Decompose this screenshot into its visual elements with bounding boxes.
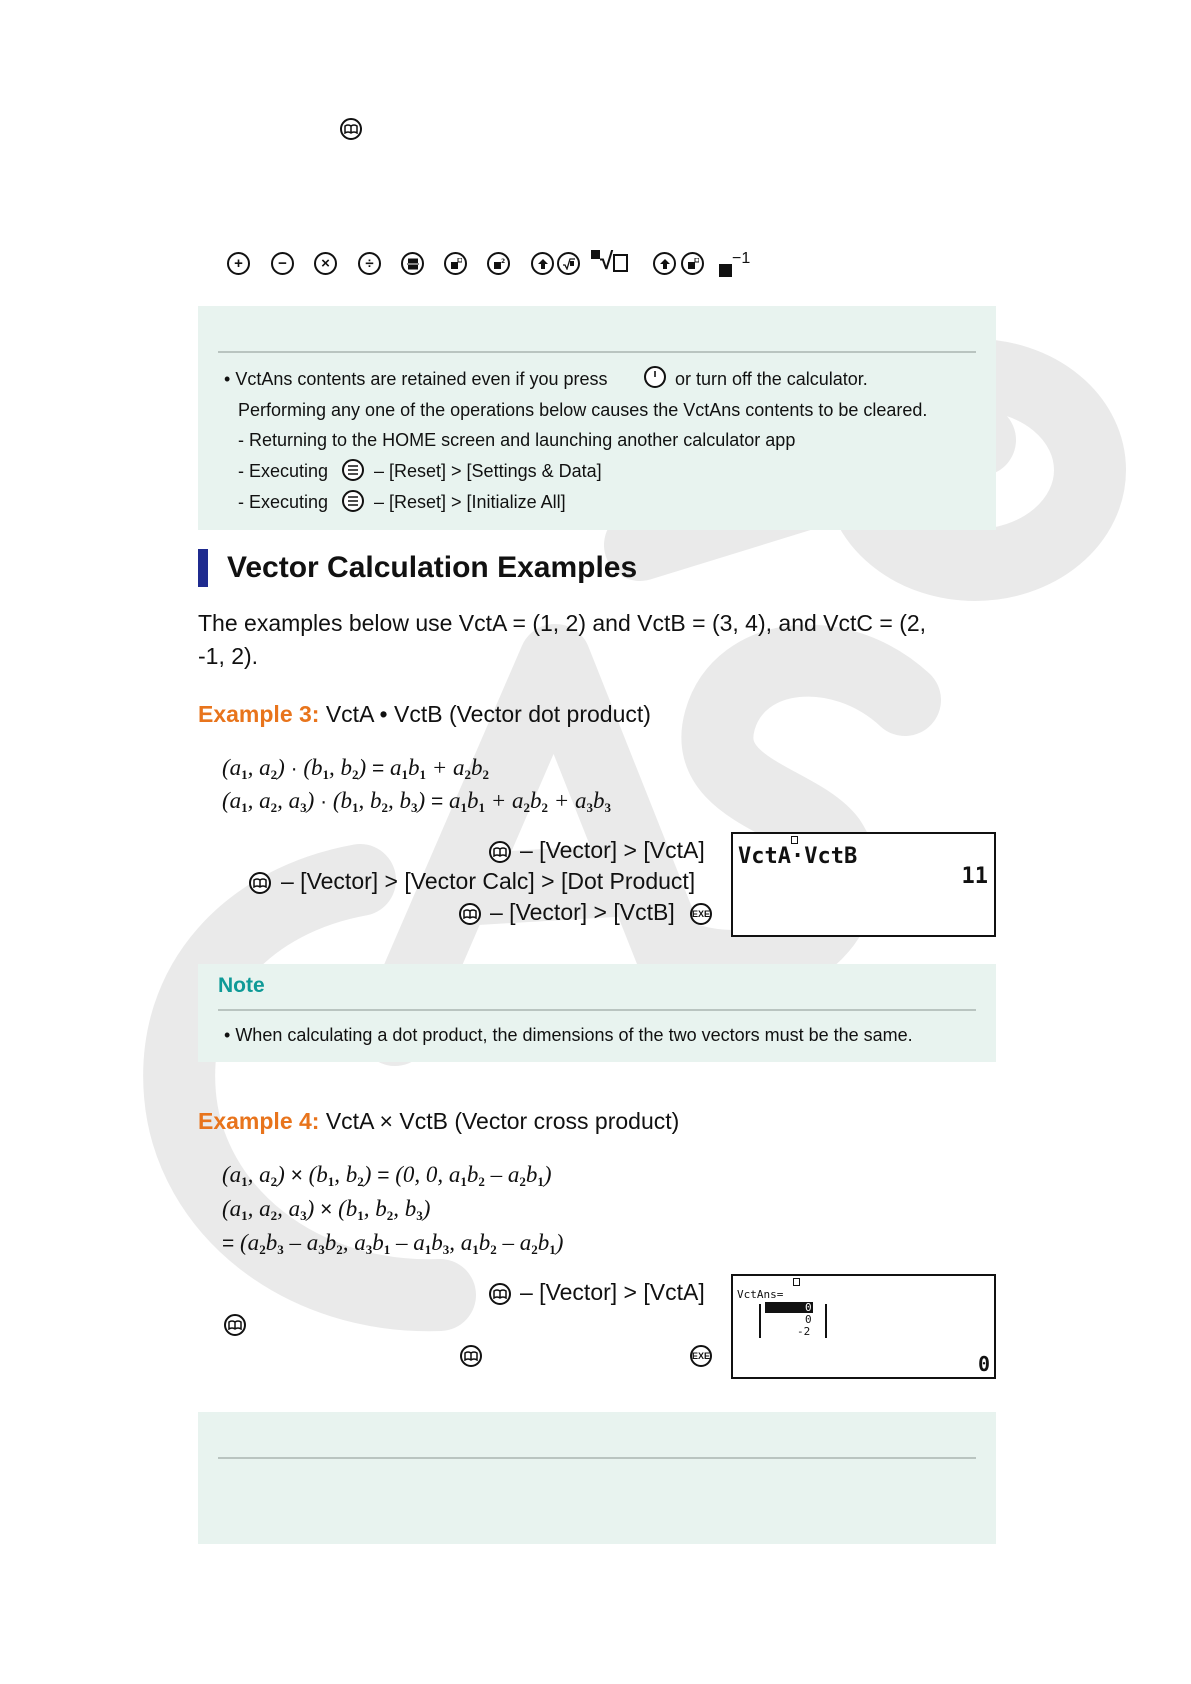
catalog-book-icon [460, 1345, 482, 1367]
dot-product-formula-3d: ($a_1$, $a_2$, $a_3) \cdot (b_1$, $b_2$, $b_3) = a_1b_1 + a_2b_2 + a_3b_3$ [222, 788, 612, 815]
intro-line-1: The examples below use VctA = (1, 2) and VctB = (3, 4), and VctC = (2, [198, 610, 927, 636]
vector-value-2: 0 [805, 1313, 812, 1326]
catalog-book-icon [459, 903, 481, 925]
cross-product-formula-3d: ($a_1$, $a_2$, $a_3) \times (b_1$, $b_2$, $b_3$) [222, 1196, 431, 1223]
example-4-label: Example 4: [198, 1108, 320, 1134]
catalog-book-icon [489, 1283, 511, 1305]
catalog-book-icon [340, 118, 362, 140]
section-title: Vector Calculation Examples [198, 549, 637, 587]
note-line-4a: - Executing [238, 461, 329, 481]
exe-key-icon: EXE [690, 1345, 712, 1367]
note-2-text: • When calculating a dot product, the dimensions of the two vectors must be the same. [224, 1025, 913, 1045]
screen-result: 0 [977, 1352, 990, 1376]
catalog-book-icon [489, 841, 511, 863]
note-line-5a: - Executing [238, 492, 329, 512]
exe-key-icon: EXE [690, 903, 712, 925]
power-key-icon-2 [681, 252, 704, 275]
power-key-icon [444, 252, 467, 275]
note-line-3: - Returning to the HOME screen and launching another calculator app [238, 430, 796, 450]
ex3-op-line-3: – [Vector] > [VctB] [490, 899, 675, 925]
vector-value-1: 0 [805, 1301, 812, 1314]
ex4-op-line-1: – [Vector] > [VctA] [520, 1279, 705, 1305]
vector-value-3: -2 [797, 1325, 811, 1338]
example-3-heading [198, 697, 651, 731]
multiply-key-icon: × [314, 252, 337, 275]
note-line-1b: or turn off the calculator. [675, 369, 868, 389]
note-line-2: Performing any one of the operations below causes the VctAns contents to be cleared. [238, 400, 928, 420]
info-note-box [198, 306, 996, 530]
ex3-op-line-2: – [Vector] > [Vector Calc] > [Dot Product] [281, 868, 696, 894]
screen-result: 11 [961, 864, 988, 889]
intro-line-2: -1, 2). [198, 643, 259, 669]
screen-expression: VctA·VctB [738, 844, 858, 869]
calculator-screen-ex4 [731, 1274, 996, 1379]
shift-key-icon-2 [653, 252, 676, 275]
fraction-key-icon [401, 252, 424, 275]
divider [218, 1457, 976, 1459]
example-4-title: VctA × VctB (Vector cross product) [325, 1108, 680, 1134]
plus-key-icon: + [227, 252, 250, 275]
example-3-label: Example 3: [198, 701, 320, 727]
note-box [198, 964, 996, 1062]
menu-key-icon [342, 459, 364, 481]
square-key-icon [487, 252, 510, 275]
screen-header: VctAns= [737, 1288, 784, 1301]
power-button-icon [644, 366, 666, 388]
example-4-heading [198, 1104, 679, 1138]
menu-key-icon-2 [342, 490, 364, 512]
svg-text:2: 2 [500, 257, 505, 265]
ex3-op-line-1: – [Vector] > [VctA] [520, 837, 705, 863]
divide-key-icon: ÷ [358, 252, 381, 275]
shift-key-icon [531, 252, 554, 275]
example-3-title: VctA • VctB (Vector dot product) [325, 701, 651, 727]
note-line-1: • VctAns contents are retained even if you press [224, 369, 608, 389]
inverse-symbol: −1 [719, 250, 750, 277]
catalog-book-icon [249, 872, 271, 894]
calculator-screen-ex3 [731, 832, 996, 937]
note-line-5b: – [Reset] > [Initialize All] [374, 492, 566, 512]
note-line-4b: – [Reset] > [Settings & Data] [374, 461, 602, 481]
note-title: Note [218, 974, 265, 997]
catalog-book-icon [224, 1314, 246, 1336]
cursor-indicator [791, 836, 798, 844]
nth-root-symbol: √ [591, 248, 628, 276]
cross-product-formula-2d: ($a_1$, $a_2) \times (b_1$, $b_2) = (0$, 0, $a_1b_2 - a_2b_1$) [222, 1162, 552, 1189]
sqrt-key-icon [557, 252, 580, 275]
divider [218, 351, 976, 353]
dot-product-formula-2d: ($a_1$, $a_2) \cdot (b_1$, $b_2) = a_1b_1 + a_2b_2$ [222, 755, 489, 782]
cursor-indicator [793, 1278, 800, 1286]
minus-key-icon: − [271, 252, 294, 275]
divider [218, 1009, 976, 1011]
empty-note-box [198, 1412, 996, 1544]
cross-product-result-3d: = ($a_2b_3 - a_3b_2$, $a_3b_1 - a_1b_3$, $a_1b_2 - a_2b_1$) [222, 1230, 564, 1257]
